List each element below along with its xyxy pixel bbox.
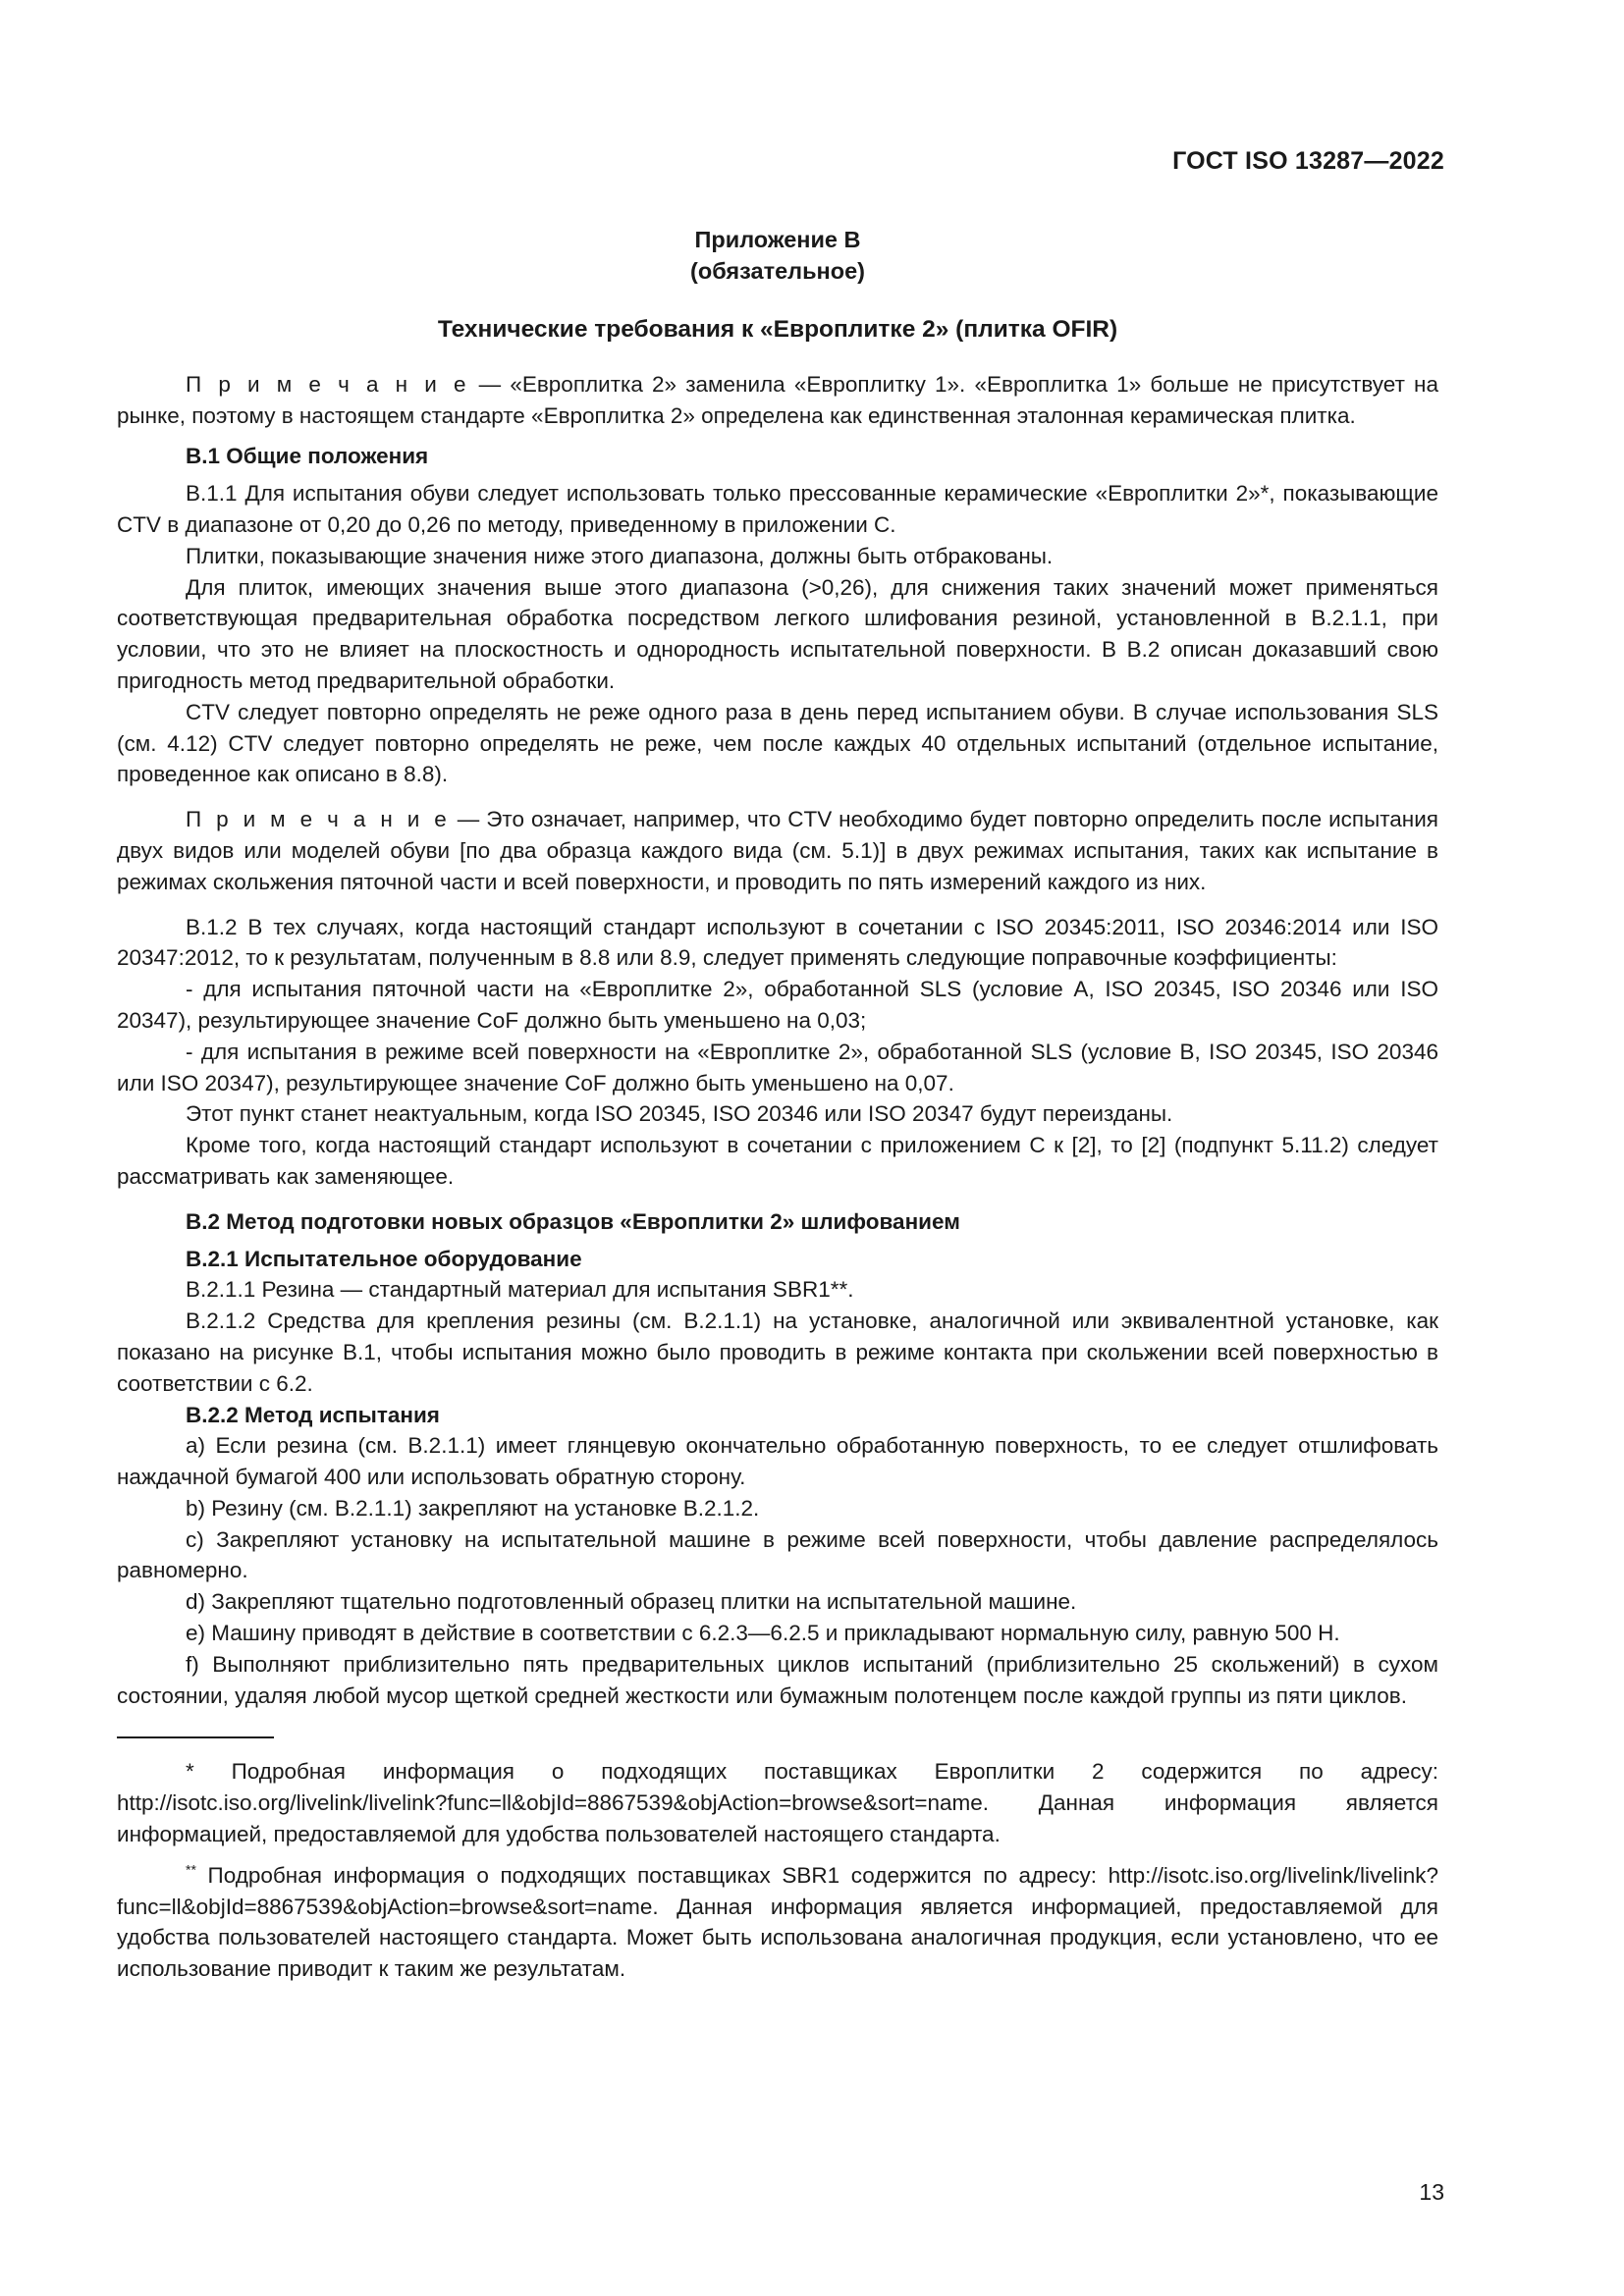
list-item: - для испытания в режиме всей поверхности на «Европлитке 2», обработанной SLS (условие В, ISO 20345, ISO 20346 или ISO 20347), результирующее значение CoF должно быть уменьшено на 0,07.: [117, 1039, 1438, 1095]
note-label: П р и м е ч а н и е: [186, 371, 470, 397]
paragraph-b11: B.1.1 Для испытания обуви следует использовать только прессованные керамические «Европлитки 2»*, показывающие CTV в диапазоне от 0,20 до 0,26 по методу, приведенному в приложении С.: [117, 481, 1438, 537]
footnote-marker: **: [186, 1861, 196, 1878]
footnote-1: [117, 1756, 1438, 1849]
footnote-text: Подробная информация о подходящих поставщиках Европлитки 2 содержится по адресу: http://isotc.iso.org/livelink/livelink?func=ll&objId=8867539&objAction=browse&sort=name. Данная информация является информацией, предоставляемой для удобства пользователей настоящего стандарта.: [117, 1759, 1438, 1847]
note-paragraph: [117, 369, 1438, 432]
list-item: c) Закрепляют установку на испытательной машине в режиме всей поверхности, чтобы давление распределялось равномерно.: [117, 1526, 1438, 1583]
page-content: [117, 224, 1438, 1985]
annex-title: Приложение В: [694, 227, 861, 252]
list-item: f) Выполняют приблизительно пять предварительных циклов испытаний (приблизительно 25 скольжений) в сухом состоянии, удаляя любой мусор щеткой средней жесткости или бумажным полотенцем после каждой группы из пяти циклов.: [117, 1651, 1438, 1708]
paragraph-b12: B.1.2 В тех случаях, когда настоящий стандарт используют в сочетании с ISO 20345:2011, ISO 20346:2014 или ISO 20347:2012, то к результатам, полученным в 8.8 или 8.9, следует применять следующие поправочные коэффициенты:: [117, 914, 1438, 971]
footnote-divider: [117, 1736, 274, 1738]
page-number: 13: [1419, 2179, 1444, 2205]
list-item: d) Закрепляют тщательно подготовленный образец плитки на испытательной машине.: [186, 1589, 1077, 1615]
note-paragraph: [117, 804, 1438, 897]
paragraph: Для плиток, имеющих значения выше этого диапазона (>0,26), для снижения таких значений может применяться соответствующая предварительная обработка посредством легкого шлифования резиной, установленной в В.2.1.1, при условии, что это не влияет на плоскостность и однородность испытательной поверхности. В В.2 описан доказавший свою пригодность метод предварительной обработки.: [117, 574, 1438, 693]
paragraph: Плитки, показывающие значения ниже этого диапазона, должны быть отбракованы.: [186, 543, 1054, 568]
annex-status: (обязательное): [690, 258, 865, 284]
note-label: П р и м е ч а н и е: [186, 807, 451, 832]
list-item: b) Резину (см. В.2.1.1) закрепляют на установке В.2.1.2.: [186, 1495, 760, 1521]
section-b2-title: B.2 Метод подготовки новых образцов «Европлитки 2» шлифованием: [186, 1208, 960, 1234]
section-b1-title: B.1 Общие положения: [186, 444, 429, 469]
paragraph: Этот пункт станет неактуальным, когда ISO 20345, ISO 20346 или ISO 20347 будут переизданы.: [186, 1101, 1173, 1127]
subsection-b22-title: B.2.2 Метод испытания: [186, 1402, 440, 1427]
list-item: e) Машину приводят в действие в соответствии с 6.2.3—6.2.5 и прикладывают нормальную силу, равную 500 Н.: [186, 1621, 1340, 1646]
note-text: — «Европлитка 2» заменила «Европлитку 1». «Европлитка 1» больше не присутствует на рынке, поэтому в настоящем стандарте «Европлитка 2» определена как единственная эталонная керамическая плитка.: [117, 371, 1438, 428]
footnote-2: [117, 1860, 1438, 1985]
annex-heading: Технические требования к «Европлитке 2» (плитка OFIR): [437, 316, 1118, 343]
paragraph-b211: B.2.1.1 Резина — стандартный материал для испытания SBR1**.: [186, 1277, 854, 1303]
paragraph: Кроме того, когда настоящий стандарт используют в сочетании с приложением С к [2], то [2] (подпункт 5.11.2) следует рассматривать как заменяющее.: [117, 1133, 1438, 1189]
document-code: ГОСТ ISO 13287—2022: [1172, 147, 1444, 175]
list-item: a) Если резина (см. В.2.1.1) имеет глянцевую окончательно обработанную поверхность, то ее следует отшлифовать наждачной бумагой 400 или использовать обратную сторону.: [117, 1433, 1438, 1490]
subsection-b21-title: B.2.1 Испытательное оборудование: [186, 1246, 582, 1271]
note-text: — Это означает, например, что CTV необходимо будет повторно определить после испытания двух видов или моделей обуви [по два образца каждого вида (см. 5.1)] в двух режимах испытания, таких как испытание в режимах скольжения пяточной части и всей поверхности, и проводить по пять измерений каждого из них.: [117, 807, 1438, 894]
list-item: - для испытания пяточной части на «Европлитке 2», обработанной SLS (условие А, ISO 20345, ISO 20346 или ISO 20347), результирующее значение CoF должно быть уменьшено на 0,03;: [117, 977, 1438, 1033]
paragraph-b212: B.2.1.2 Средства для крепления резины (см. В.2.1.1) на установке, аналогичной или эквивалентной установке, как показано на рисунке В.1, чтобы испытания можно было проводить в режиме контакта при скольжении всей поверхностью в соответствии с 6.2.: [117, 1308, 1438, 1396]
footnote-text: Подробная информация о подходящих поставщиках SBR1 содержится по адресу: http://isotc.iso.org/livelink/livelink?func=ll&objId=8867539&objAction=browse&sort=name. Данная информация является информацией, предоставляемой для удобства пользователей настоящего стандарта. Может быть использована аналогичная продукция, если установлено, что ее использование приводит к таким же результатам.: [117, 1862, 1438, 1982]
footnote-marker: *: [186, 1759, 194, 1785]
paragraph: CTV следует повторно определять не реже одного раза в день перед испытанием обуви. В случае использования SLS (см. 4.12) CTV следует повторно определять не реже, чем после каждых 40 отдельных испытаний (отдельное испытание, проведенное как описано в 8.8).: [117, 699, 1438, 787]
